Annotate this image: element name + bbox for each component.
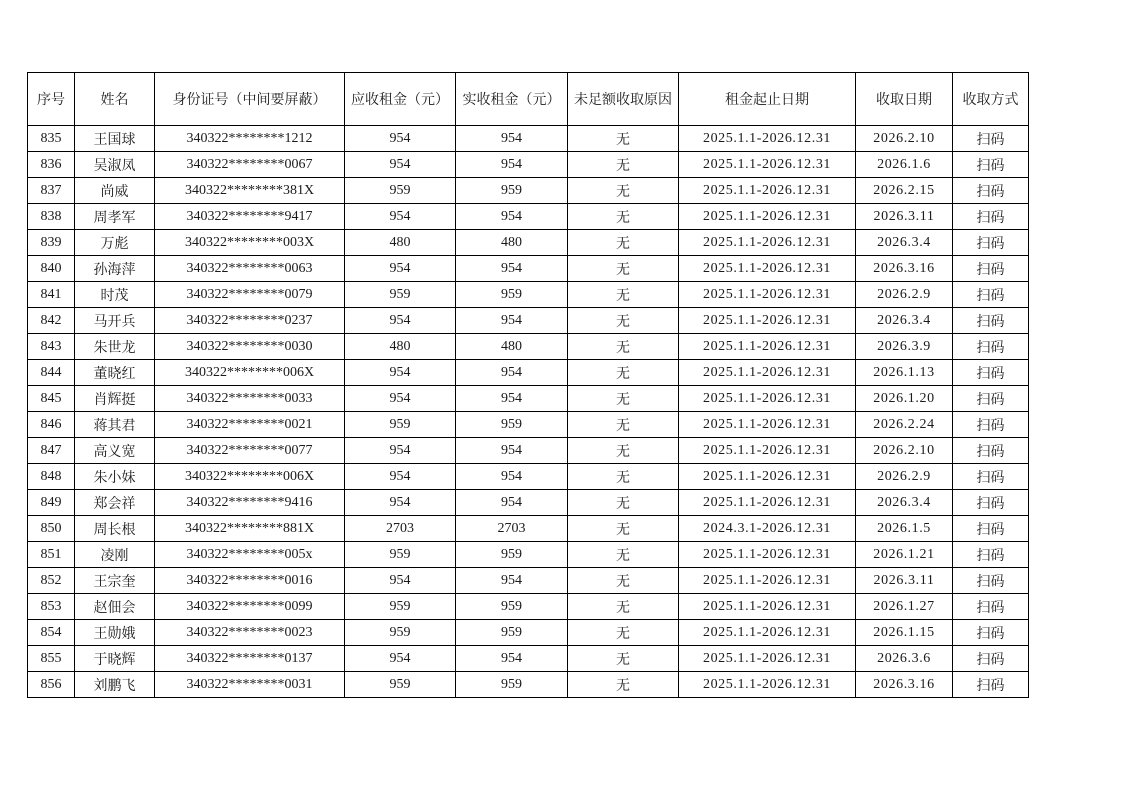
cell-serial: 855 (28, 646, 75, 672)
cell-rent-due: 954 (345, 126, 456, 152)
cell-rent-due: 959 (345, 672, 456, 698)
cell-name: 王国球 (75, 126, 155, 152)
cell-rent-received: 954 (456, 204, 568, 230)
cell-rent-period: 2025.1.1-2026.12.31 (679, 672, 856, 698)
cell-rent-period: 2025.1.1-2026.12.31 (679, 204, 856, 230)
cell-id-number: 340322********381X (155, 178, 345, 204)
cell-collection-date: 2026.1.6 (856, 152, 953, 178)
cell-name: 时茂 (75, 282, 155, 308)
cell-serial: 842 (28, 308, 75, 334)
cell-collection-date: 2026.3.4 (856, 490, 953, 516)
cell-name: 尚威 (75, 178, 155, 204)
cell-serial: 836 (28, 152, 75, 178)
cell-serial: 847 (28, 438, 75, 464)
cell-collection-method: 扫码 (953, 178, 1029, 204)
cell-id-number: 340322********881X (155, 516, 345, 542)
cell-name: 蒋其君 (75, 412, 155, 438)
cell-rent-due: 954 (345, 152, 456, 178)
cell-rent-received: 959 (456, 178, 568, 204)
cell-rent-period: 2025.1.1-2026.12.31 (679, 464, 856, 490)
table-row (28, 542, 1029, 568)
cell-shortfall-reason: 无 (568, 308, 679, 334)
cell-name: 王勋娥 (75, 620, 155, 646)
cell-id-number: 340322********0067 (155, 152, 345, 178)
cell-shortfall-reason: 无 (568, 672, 679, 698)
cell-collection-method: 扫码 (953, 542, 1029, 568)
cell-id-number: 340322********0033 (155, 386, 345, 412)
cell-id-number: 340322********0099 (155, 594, 345, 620)
cell-rent-received: 480 (456, 334, 568, 360)
cell-name: 于晓辉 (75, 646, 155, 672)
cell-shortfall-reason: 无 (568, 516, 679, 542)
cell-id-number: 340322********0030 (155, 334, 345, 360)
cell-shortfall-reason: 无 (568, 464, 679, 490)
cell-shortfall-reason: 无 (568, 126, 679, 152)
cell-collection-method: 扫码 (953, 204, 1029, 230)
cell-rent-due: 954 (345, 256, 456, 282)
cell-serial: 854 (28, 620, 75, 646)
cell-serial: 853 (28, 594, 75, 620)
cell-id-number: 340322********0137 (155, 646, 345, 672)
cell-collection-date: 2026.1.20 (856, 386, 953, 412)
cell-collection-date: 2026.2.15 (856, 178, 953, 204)
table-row (28, 412, 1029, 438)
cell-rent-period: 2025.1.1-2026.12.31 (679, 412, 856, 438)
cell-rent-due: 2703 (345, 516, 456, 542)
cell-collection-method: 扫码 (953, 334, 1029, 360)
cell-rent-received: 954 (456, 438, 568, 464)
table-header (28, 73, 1029, 126)
column-header-shortfall-reason: 未足额收取原因 (568, 73, 679, 126)
cell-rent-received: 954 (456, 386, 568, 412)
table-row (28, 386, 1029, 412)
cell-collection-date: 2026.2.9 (856, 464, 953, 490)
cell-serial: 844 (28, 360, 75, 386)
cell-rent-received: 959 (456, 620, 568, 646)
cell-shortfall-reason: 无 (568, 386, 679, 412)
cell-shortfall-reason: 无 (568, 178, 679, 204)
cell-serial: 851 (28, 542, 75, 568)
cell-collection-method: 扫码 (953, 386, 1029, 412)
cell-rent-received: 959 (456, 542, 568, 568)
cell-id-number: 340322********005x (155, 542, 345, 568)
cell-rent-due: 959 (345, 178, 456, 204)
table-row (28, 256, 1029, 282)
cell-id-number: 340322********0079 (155, 282, 345, 308)
cell-shortfall-reason: 无 (568, 438, 679, 464)
cell-rent-received: 954 (456, 152, 568, 178)
cell-name: 刘鹏飞 (75, 672, 155, 698)
cell-id-number: 340322********9416 (155, 490, 345, 516)
cell-shortfall-reason: 无 (568, 360, 679, 386)
cell-id-number: 340322********0031 (155, 672, 345, 698)
cell-name: 朱小妹 (75, 464, 155, 490)
cell-name: 周孝军 (75, 204, 155, 230)
cell-rent-due: 959 (345, 412, 456, 438)
cell-collection-date: 2026.3.9 (856, 334, 953, 360)
cell-serial: 850 (28, 516, 75, 542)
cell-id-number: 340322********006X (155, 464, 345, 490)
cell-id-number: 340322********0016 (155, 568, 345, 594)
cell-shortfall-reason: 无 (568, 568, 679, 594)
cell-shortfall-reason: 无 (568, 230, 679, 256)
cell-rent-received: 954 (456, 308, 568, 334)
table-row (28, 178, 1029, 204)
cell-serial: 835 (28, 126, 75, 152)
cell-serial: 839 (28, 230, 75, 256)
column-header-id-number: 身份证号（中间要屏蔽） (155, 73, 345, 126)
cell-shortfall-reason: 无 (568, 594, 679, 620)
column-header-name: 姓名 (75, 73, 155, 126)
table-row (28, 568, 1029, 594)
column-header-rent-due: 应收租金（元） (345, 73, 456, 126)
cell-rent-due: 954 (345, 308, 456, 334)
cell-rent-period: 2025.1.1-2026.12.31 (679, 386, 856, 412)
cell-rent-period: 2025.1.1-2026.12.31 (679, 308, 856, 334)
cell-name: 肖辉挺 (75, 386, 155, 412)
rent-collection-table (27, 72, 1029, 698)
cell-shortfall-reason: 无 (568, 620, 679, 646)
cell-rent-received: 959 (456, 594, 568, 620)
cell-collection-date: 2026.3.4 (856, 230, 953, 256)
cell-serial: 852 (28, 568, 75, 594)
cell-serial: 846 (28, 412, 75, 438)
cell-id-number: 340322********0063 (155, 256, 345, 282)
cell-rent-due: 954 (345, 438, 456, 464)
cell-collection-method: 扫码 (953, 672, 1029, 698)
cell-collection-date: 2026.2.10 (856, 126, 953, 152)
cell-collection-method: 扫码 (953, 646, 1029, 672)
cell-collection-method: 扫码 (953, 438, 1029, 464)
cell-name: 吴淑凤 (75, 152, 155, 178)
cell-collection-method: 扫码 (953, 256, 1029, 282)
cell-collection-method: 扫码 (953, 282, 1029, 308)
cell-rent-period: 2025.1.1-2026.12.31 (679, 646, 856, 672)
cell-rent-due: 959 (345, 542, 456, 568)
cell-shortfall-reason: 无 (568, 256, 679, 282)
cell-rent-received: 954 (456, 126, 568, 152)
table-row (28, 594, 1029, 620)
cell-serial: 856 (28, 672, 75, 698)
cell-serial: 843 (28, 334, 75, 360)
table-row (28, 516, 1029, 542)
cell-rent-period: 2025.1.1-2026.12.31 (679, 178, 856, 204)
cell-id-number: 340322********006X (155, 360, 345, 386)
cell-rent-due: 954 (345, 386, 456, 412)
cell-rent-period: 2025.1.1-2026.12.31 (679, 490, 856, 516)
cell-rent-due: 959 (345, 620, 456, 646)
cell-shortfall-reason: 无 (568, 152, 679, 178)
cell-id-number: 340322********0237 (155, 308, 345, 334)
table-row (28, 308, 1029, 334)
cell-serial: 848 (28, 464, 75, 490)
cell-collection-date: 2026.3.16 (856, 256, 953, 282)
cell-serial: 837 (28, 178, 75, 204)
cell-rent-received: 959 (456, 282, 568, 308)
table-row (28, 360, 1029, 386)
cell-rent-received: 954 (456, 646, 568, 672)
cell-rent-period: 2025.1.1-2026.12.31 (679, 594, 856, 620)
cell-name: 郑会祥 (75, 490, 155, 516)
cell-rent-period: 2024.3.1-2026.12.31 (679, 516, 856, 542)
cell-name: 王宗奎 (75, 568, 155, 594)
cell-rent-received: 954 (456, 360, 568, 386)
cell-name: 朱世龙 (75, 334, 155, 360)
cell-rent-period: 2025.1.1-2026.12.31 (679, 126, 856, 152)
cell-rent-due: 959 (345, 594, 456, 620)
table-row (28, 672, 1029, 698)
cell-name: 万彪 (75, 230, 155, 256)
cell-collection-date: 2026.1.5 (856, 516, 953, 542)
cell-collection-method: 扫码 (953, 620, 1029, 646)
cell-collection-date: 2026.3.16 (856, 672, 953, 698)
cell-rent-due: 954 (345, 360, 456, 386)
cell-collection-date: 2026.1.21 (856, 542, 953, 568)
cell-collection-method: 扫码 (953, 464, 1029, 490)
cell-collection-method: 扫码 (953, 412, 1029, 438)
cell-collection-method: 扫码 (953, 516, 1029, 542)
cell-shortfall-reason: 无 (568, 646, 679, 672)
cell-serial: 840 (28, 256, 75, 282)
cell-name: 周长根 (75, 516, 155, 542)
table-row (28, 464, 1029, 490)
cell-collection-method: 扫码 (953, 230, 1029, 256)
cell-collection-date: 2026.3.11 (856, 568, 953, 594)
cell-name: 赵佃会 (75, 594, 155, 620)
cell-rent-due: 959 (345, 282, 456, 308)
cell-shortfall-reason: 无 (568, 490, 679, 516)
cell-shortfall-reason: 无 (568, 412, 679, 438)
table-row (28, 620, 1029, 646)
cell-collection-method: 扫码 (953, 360, 1029, 386)
cell-serial: 841 (28, 282, 75, 308)
table-header-row (28, 73, 1029, 126)
cell-rent-due: 480 (345, 230, 456, 256)
cell-rent-due: 954 (345, 464, 456, 490)
cell-rent-received: 480 (456, 230, 568, 256)
cell-collection-date: 2026.2.10 (856, 438, 953, 464)
cell-id-number: 340322********0077 (155, 438, 345, 464)
cell-collection-method: 扫码 (953, 490, 1029, 516)
cell-name: 董晓红 (75, 360, 155, 386)
cell-shortfall-reason: 无 (568, 204, 679, 230)
column-header-collection-method: 收取方式 (953, 73, 1029, 126)
table-row (28, 126, 1029, 152)
table-row (28, 152, 1029, 178)
column-header-collection-date: 收取日期 (856, 73, 953, 126)
cell-name: 马开兵 (75, 308, 155, 334)
cell-collection-date: 2026.3.4 (856, 308, 953, 334)
cell-rent-due: 954 (345, 646, 456, 672)
cell-id-number: 340322********0021 (155, 412, 345, 438)
cell-rent-received: 954 (456, 568, 568, 594)
table-row (28, 230, 1029, 256)
column-header-serial: 序号 (28, 73, 75, 126)
cell-id-number: 340322********9417 (155, 204, 345, 230)
cell-rent-period: 2025.1.1-2026.12.31 (679, 152, 856, 178)
table-row (28, 282, 1029, 308)
cell-collection-method: 扫码 (953, 126, 1029, 152)
cell-collection-date: 2026.1.27 (856, 594, 953, 620)
column-header-rent-received: 实收租金（元） (456, 73, 568, 126)
cell-rent-period: 2025.1.1-2026.12.31 (679, 360, 856, 386)
cell-rent-period: 2025.1.1-2026.12.31 (679, 620, 856, 646)
cell-shortfall-reason: 无 (568, 334, 679, 360)
cell-collection-date: 2026.3.6 (856, 646, 953, 672)
cell-rent-period: 2025.1.1-2026.12.31 (679, 282, 856, 308)
cell-rent-received: 2703 (456, 516, 568, 542)
table-row (28, 204, 1029, 230)
cell-id-number: 340322********003X (155, 230, 345, 256)
cell-collection-date: 2026.1.13 (856, 360, 953, 386)
cell-collection-method: 扫码 (953, 568, 1029, 594)
cell-serial: 849 (28, 490, 75, 516)
cell-name: 凌刚 (75, 542, 155, 568)
cell-rent-received: 959 (456, 672, 568, 698)
cell-rent-received: 954 (456, 490, 568, 516)
cell-rent-period: 2025.1.1-2026.12.31 (679, 334, 856, 360)
table-body (28, 126, 1029, 698)
cell-rent-due: 954 (345, 568, 456, 594)
cell-rent-received: 954 (456, 464, 568, 490)
cell-rent-period: 2025.1.1-2026.12.31 (679, 568, 856, 594)
cell-collection-method: 扫码 (953, 594, 1029, 620)
cell-id-number: 340322********0023 (155, 620, 345, 646)
cell-serial: 838 (28, 204, 75, 230)
cell-shortfall-reason: 无 (568, 542, 679, 568)
cell-rent-due: 954 (345, 490, 456, 516)
cell-name: 孙海萍 (75, 256, 155, 282)
cell-rent-period: 2025.1.1-2026.12.31 (679, 438, 856, 464)
cell-serial: 845 (28, 386, 75, 412)
cell-collection-date: 2026.2.24 (856, 412, 953, 438)
cell-id-number: 340322********1212 (155, 126, 345, 152)
cell-collection-date: 2026.2.9 (856, 282, 953, 308)
table-row (28, 438, 1029, 464)
cell-name: 高义宽 (75, 438, 155, 464)
cell-rent-due: 480 (345, 334, 456, 360)
table-row (28, 334, 1029, 360)
cell-collection-method: 扫码 (953, 308, 1029, 334)
column-header-rent-period: 租金起止日期 (679, 73, 856, 126)
cell-rent-period: 2025.1.1-2026.12.31 (679, 230, 856, 256)
cell-rent-due: 954 (345, 204, 456, 230)
cell-rent-period: 2025.1.1-2026.12.31 (679, 542, 856, 568)
table-row (28, 646, 1029, 672)
cell-rent-received: 959 (456, 412, 568, 438)
cell-rent-period: 2025.1.1-2026.12.31 (679, 256, 856, 282)
cell-rent-received: 954 (456, 256, 568, 282)
cell-shortfall-reason: 无 (568, 282, 679, 308)
cell-collection-date: 2026.1.15 (856, 620, 953, 646)
cell-collection-method: 扫码 (953, 152, 1029, 178)
cell-collection-date: 2026.3.11 (856, 204, 953, 230)
table-row (28, 490, 1029, 516)
